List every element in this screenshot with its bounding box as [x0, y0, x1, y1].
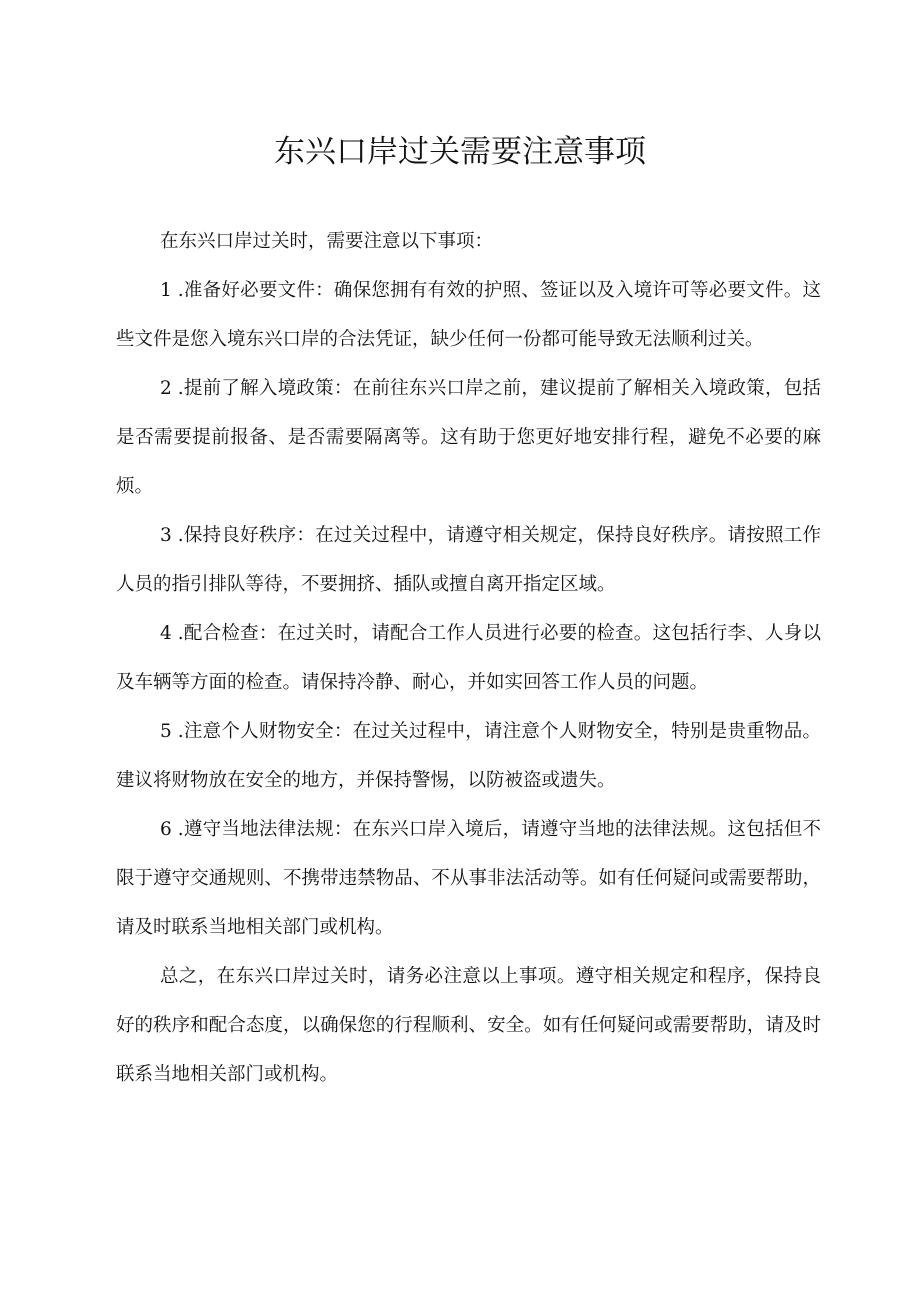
intro-paragraph: 在东兴口岸过关时，需要注意以下事项： — [160, 231, 494, 252]
item-number: 3 — [160, 525, 172, 546]
document-title: 东兴口岸过关需要注意事项 — [274, 134, 646, 170]
conclusion-paragraph: 总之，在东兴口岸过关时，请务必注意以上事项。遵守相关规定和程序，保持良好的秩序和配合态度，以确保您的行程顺利、安全。如有任何疑问或需要帮助，请及时联系当地相关部门或机构。 — [116, 966, 821, 1085]
item-text: .注意个人财物安全：在过关过程中，请注意个人财物安全，特别是贵重物品。建议将财物放在安全的地方，并保持警惕，以防被盗或遗失。 — [116, 721, 821, 791]
item-paragraph-6 — [116, 805, 821, 952]
item-text: .准备好必要文件：确保您拥有有效的护照、签证以及入境许可等必要文件。这些文件是您入境东兴口岸的合法凭证，缺少任何一份都可能导致无法顺利过关。 — [116, 280, 821, 350]
item-paragraph-2 — [116, 364, 821, 511]
item-number: 6 — [160, 819, 172, 840]
item-number: 4 — [160, 623, 172, 644]
item-number: 5 — [160, 721, 172, 742]
document-body — [116, 217, 821, 1099]
item-paragraph-1 — [116, 266, 821, 364]
item-text: .保持良好秩序：在过关过程中，请遵守相关规定，保持良好秩序。请按照工作人员的指引排队等待，不要拥挤、插队或擅自离开指定区域。 — [116, 525, 821, 595]
item-number: 2 — [160, 378, 172, 399]
item-paragraph-4 — [116, 609, 821, 707]
item-text: .遵守当地法律法规：在东兴口岸入境后，请遵守当地的法律法规。这包括但不限于遵守交通规则、不携带违禁物品、不从事非法活动等。如有任何疑问或需要帮助，请及时联系当地相关部门或机构。 — [116, 819, 821, 938]
item-number: 1 — [160, 280, 172, 301]
item-text: .配合检查：在过关时，请配合工作人员进行必要的检查。这包括行李、人身以及车辆等方面的检查。请保持冷静、耐心，并如实回答工作人员的问题。 — [116, 623, 821, 693]
item-paragraph-5 — [116, 707, 821, 805]
item-text: .提前了解入境政策：在前往东兴口岸之前，建议提前了解相关入境政策，包括是否需要提前报备、是否需要隔离等。这有助于您更好地安排行程，避免不必要的麻烦。 — [116, 378, 821, 497]
item-paragraph-3 — [116, 511, 821, 609]
